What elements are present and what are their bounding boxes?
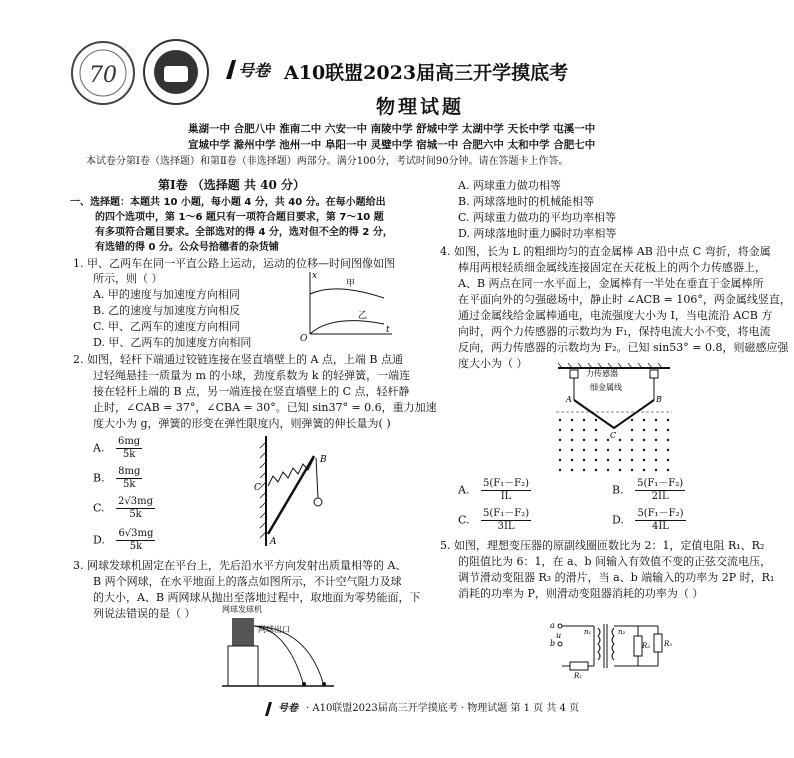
q4-stem-1: 4. 如图，长为 L 的粗细均匀的直金属棒 AB 沿中点 C 弯折，将金属 bbox=[440, 245, 771, 258]
q2-a-den: 5k bbox=[122, 449, 136, 460]
field-dot-icon bbox=[595, 449, 597, 451]
q2-d-den: 5k bbox=[129, 541, 143, 552]
q2-option-a-label: A. bbox=[93, 441, 105, 455]
q5-fig-label-r2: R₂ bbox=[642, 642, 651, 650]
q4-fig-label-c: C bbox=[610, 431, 617, 440]
field-dot-icon bbox=[631, 439, 633, 441]
q3-option-c: C. 两球重力做功的平均功率相等 bbox=[458, 211, 617, 224]
section-intro-1: 一、选择题：本题共 10 小题，每小题 4 分，共 40 分。在每小题给出 bbox=[70, 197, 386, 208]
field-dot-icon bbox=[607, 439, 609, 441]
q2-b-num: 8mg bbox=[118, 466, 141, 477]
section-intro-3: 有多项符合题目要求。全部选对的得 4 分，选对但不全的得 2 分， bbox=[95, 227, 393, 238]
field-dot-icon bbox=[571, 469, 573, 471]
q2-c-den: 5k bbox=[129, 509, 142, 520]
field-dot-icon bbox=[571, 429, 573, 431]
q2-stem-1: 2. 如图，轻杆下端通过铰链连接在竖直墙壁上的 A 点，上端 B 点通 bbox=[73, 353, 404, 366]
field-dot-icon bbox=[571, 459, 573, 461]
q3-option-a: A. 两球重力做功相等 bbox=[458, 179, 561, 192]
school-logo-right bbox=[142, 38, 210, 106]
schools-line-2: 宣城中学 滁州中学 池州一中 阜阳一中 灵璧中学 宿城一中 合肥六中 太和中学 合肥七中 bbox=[188, 139, 596, 151]
footer-text: · A10联盟2023届高三开学摸底考 · 物理试题 第 1 页 共 4 页 bbox=[306, 703, 580, 714]
field-dot-icon bbox=[583, 439, 585, 441]
field-dot-icon bbox=[595, 439, 597, 441]
q1-stem-2: 所示，则（ ） bbox=[93, 272, 163, 285]
q3-option-d: D. 两球落地时重力瞬时功率相等 bbox=[458, 227, 617, 240]
q5-stem-1: 5. 如图，理想变压器的原副线圈匝数比为 2：1，定值电阻 R₁、R₂ bbox=[440, 539, 765, 552]
field-dot-icon bbox=[583, 469, 585, 471]
q2-option-c bbox=[93, 496, 155, 521]
field-dot-icon bbox=[607, 459, 609, 461]
field-dot-icon bbox=[655, 469, 657, 471]
q1-fig-origin: O bbox=[300, 334, 308, 342]
field-dot-icon bbox=[607, 469, 609, 471]
q5-figure bbox=[548, 614, 678, 680]
field-dot-icon bbox=[667, 419, 669, 421]
q4-c-den: 3IL bbox=[497, 521, 515, 532]
school-logo-left bbox=[70, 40, 136, 106]
q5-fig-label-a: a bbox=[550, 621, 555, 630]
q1-fig-y-label: x bbox=[312, 271, 318, 281]
q5-fig-label-b: b bbox=[550, 639, 556, 648]
field-dot-icon bbox=[559, 419, 561, 421]
field-dot-icon bbox=[619, 439, 621, 441]
q3-stem-4: 列说法错误的是（ ） bbox=[93, 607, 196, 620]
field-dot-icon bbox=[655, 459, 657, 461]
field-dot-icon bbox=[607, 449, 609, 451]
field-dot-icon bbox=[595, 459, 597, 461]
q2-option-b bbox=[93, 466, 142, 491]
q5-stem-3: 调节滑动变阻器 R₃ 的滑片，当 a、b 端输入的功率为 2P 时，R₁ bbox=[458, 571, 775, 584]
q4-stem-2: 棒用两根轻质细金属线连接固定在天花板上的两个力传感器上， bbox=[458, 261, 766, 274]
q3-stem-3: 的大小，A、B 两网球从抛出至落地过程中，取地面为零势能面，下 bbox=[93, 591, 421, 604]
q2-b-den: 5k bbox=[123, 479, 136, 490]
q2-option-d-label: D. bbox=[93, 533, 105, 547]
field-dot-icon bbox=[595, 469, 597, 471]
field-dot-icon bbox=[619, 469, 621, 471]
q5-fig-label-r1: R₁ bbox=[574, 672, 583, 680]
q5-fig-label-n2: n₂ bbox=[618, 628, 626, 636]
q1-figure bbox=[296, 268, 396, 342]
field-dot-icon bbox=[643, 459, 645, 461]
q5-stem-2: 的阻值比为 6：1，在 a、b 间输入有效值不变的正弦交流电压， bbox=[458, 555, 772, 568]
field-dot-icon bbox=[655, 439, 657, 441]
q4-option-a bbox=[458, 478, 531, 503]
field-dot-icon bbox=[667, 439, 669, 441]
q2-option-b-label: B. bbox=[93, 471, 105, 485]
field-dot-icon bbox=[643, 429, 645, 431]
q4-stem-3: A、B 两点在同一水平面上，金属棒有一半处在垂直于金属棒所 bbox=[458, 277, 764, 290]
q4-option-b bbox=[612, 478, 685, 503]
q2-stem-4: 止时，∠CAB = 37°，∠CBA = 30°。已知 sin37° = 0.6，重力加速 bbox=[93, 401, 437, 414]
q1-fig-curve-jia: 甲 bbox=[346, 279, 356, 289]
q4-c-num: 5(F₁－F₂) bbox=[483, 508, 530, 519]
q4-b-den: 2IL bbox=[651, 491, 669, 502]
q4-fig-label-a: A bbox=[566, 395, 572, 404]
section-intro-2: 的四个选项中，第 1～6 题只有一项符合题目要求，第 7～10 题 bbox=[95, 212, 384, 223]
field-dot-icon bbox=[559, 459, 561, 461]
field-dot-icon bbox=[631, 449, 633, 451]
field-dot-icon bbox=[667, 469, 669, 471]
field-dot-icon bbox=[595, 419, 597, 421]
field-dot-icon bbox=[631, 429, 633, 431]
q4-figure bbox=[548, 362, 680, 480]
q1-stem-1: 1. 甲、乙两车在同一平直公路上运动，运动的位移—时间图像如图 bbox=[73, 257, 395, 270]
q4-fig-label-b: B bbox=[656, 395, 662, 404]
field-dot-icon bbox=[655, 419, 657, 421]
field-dot-icon bbox=[655, 429, 657, 431]
q3-fig-outlet-label: 网球出口 bbox=[258, 625, 290, 634]
field-dot-icon bbox=[655, 449, 657, 451]
q3-figure bbox=[218, 602, 338, 690]
q2-d-num: 6√3mg bbox=[118, 528, 154, 539]
exam-notice: 本试卷分第Ⅰ卷（选择题）和第Ⅱ卷（非选择题）两部分。满分100分，考试时间90分钟。请在答题卡上作答。 bbox=[86, 156, 569, 167]
field-dot-icon bbox=[559, 469, 561, 471]
q1-fig-x-label: t bbox=[386, 325, 390, 335]
q2-a-num: 6mg bbox=[117, 436, 141, 447]
q3-fig-machine-label: 网球发球机 bbox=[222, 605, 262, 614]
field-dot-icon bbox=[559, 449, 561, 451]
field-dot-icon bbox=[667, 449, 669, 451]
field-dot-icon bbox=[571, 449, 573, 451]
q4-stem-8: 度大小为（ ） bbox=[458, 357, 528, 370]
q1-option-c: C. 甲、乙两车的速度方向相同 bbox=[93, 320, 241, 333]
field-dot-icon bbox=[619, 459, 621, 461]
q3-stem-1: 3. 网球发球机固定在平台上，先后沿水平方向发射出质量相等的 A、 bbox=[73, 559, 407, 572]
q2-fig-label-b: B bbox=[320, 455, 327, 465]
q2-option-c-label: C. bbox=[93, 501, 105, 515]
field-dot-icon bbox=[631, 469, 633, 471]
q4-a-num: 5(F₁－F₂) bbox=[482, 478, 530, 489]
q2-stem-3: 接在轻杆上端的 B 点，另一端连接在竖直墙壁上的 C 点，轻杆静 bbox=[93, 385, 410, 398]
field-dot-icon bbox=[595, 429, 597, 431]
q5-fig-label-n1: n₁ bbox=[584, 628, 592, 636]
q2-option-d bbox=[93, 528, 155, 553]
field-dot-icon bbox=[631, 419, 633, 421]
q5-fig-label-u: u bbox=[556, 631, 562, 640]
q5-fig-label-r3: R₃ bbox=[664, 640, 673, 648]
q4-stem-6: 向时，两个力传感器的示数均为 F₁，保持电流大小不变，将电流 bbox=[458, 325, 771, 338]
q4-option-c bbox=[458, 508, 531, 533]
section-intro-4: 有选错的得 0 分。公众号拾穗者的杂货铺 bbox=[95, 242, 279, 253]
field-dot-icon bbox=[667, 459, 669, 461]
q4-stem-5: 通过金属线给金属棒通电，电流强度大小为 I，当电流沿 ACB 方 bbox=[458, 309, 773, 322]
q2-c-num: 2√3mg bbox=[118, 496, 154, 507]
page-title: A10联盟2023届高三开学摸底考 bbox=[284, 62, 569, 84]
section-heading: 第Ⅰ卷 （选择题 共 40 分） bbox=[158, 178, 306, 192]
field-dot-icon bbox=[643, 419, 645, 421]
q4-option-d-label: D. bbox=[612, 513, 624, 527]
q2-stem-2: 过轻绳悬挂一质量为 m 的小球，劲度系数为 k 的轻弹簧，一端连 bbox=[93, 369, 411, 382]
q4-fig-wire-label: 细金属线 bbox=[590, 383, 622, 392]
q2-option-a bbox=[93, 436, 142, 461]
field-dot-icon bbox=[619, 449, 621, 451]
footer-brand: 号卷 bbox=[278, 703, 298, 714]
q4-option-c-label: C. bbox=[458, 513, 470, 527]
q4-d-num: 5(F₁－F₂) bbox=[637, 508, 684, 519]
field-dot-icon bbox=[667, 429, 669, 431]
q4-a-den: IL bbox=[500, 491, 512, 502]
q2-fig-label-a: A bbox=[270, 537, 277, 547]
q3-stem-2: B 两个网球，在水平地面上的落点如图所示，不计空气阻力及球 bbox=[93, 575, 402, 588]
field-dot-icon bbox=[583, 459, 585, 461]
q4-stem-7: 反向，两力传感器的示数均为 F₂。已知 sin53° = 0.8，则磁感应强 bbox=[458, 341, 789, 354]
education-badge-icon bbox=[142, 38, 210, 106]
q4-b-num: 5(F₁－F₂) bbox=[637, 478, 684, 489]
field-dot-icon bbox=[643, 469, 645, 471]
q4-option-d bbox=[612, 508, 686, 533]
field-dot-icon bbox=[583, 419, 585, 421]
q4-d-den: 4IL bbox=[651, 521, 669, 532]
q4-option-b-label: B. bbox=[612, 483, 624, 497]
schools-line-1: 巢湖一中 合肥八中 淮南二中 六安一中 南陵中学 舒城中学 太湖中学 天长中学 屯溪一中 bbox=[188, 123, 596, 135]
q1-fig-curve-yi: 乙 bbox=[358, 311, 368, 321]
q1-option-d: D. 甲、乙两车的加速度方向相同 bbox=[93, 336, 252, 349]
q2-fig-label-c: C bbox=[254, 483, 261, 493]
seal-emblem-icon bbox=[70, 40, 136, 106]
q2-figure bbox=[240, 432, 340, 550]
field-dot-icon bbox=[643, 439, 645, 441]
q5-stem-4: 消耗的功率为 P，则滑动变阻器消耗的功率为（ ） bbox=[458, 587, 704, 600]
q4-option-a-label: A. bbox=[458, 483, 470, 497]
q3-option-b: B. 两球落地时的机械能相等 bbox=[458, 195, 595, 208]
q4-fig-sensor-label: 力传感器 bbox=[586, 369, 618, 378]
q2-stem-5: 度大小为 g，弹簧的形变在弹性限度内，则弹簧的伸长量为( ) bbox=[93, 417, 391, 430]
field-dot-icon bbox=[571, 439, 573, 441]
svg-text:70: 70 bbox=[89, 63, 117, 88]
field-dot-icon bbox=[583, 449, 585, 451]
field-dot-icon bbox=[571, 419, 573, 421]
field-dot-icon bbox=[559, 429, 561, 431]
q1-option-a: A. 甲的速度与加速度方向相同 bbox=[93, 288, 240, 301]
field-dot-icon bbox=[643, 449, 645, 451]
field-dot-icon bbox=[631, 459, 633, 461]
q4-stem-4: 在平面向外的匀强磁场中，静止时 ∠ACB = 106°，两金属线竖直， bbox=[458, 293, 791, 306]
field-dot-icon bbox=[559, 439, 561, 441]
q1-option-b: B. 乙的速度与加速度方向相反 bbox=[93, 304, 241, 317]
page-subtitle: 物理试题 bbox=[376, 96, 465, 118]
field-dot-icon bbox=[583, 429, 585, 431]
header-brand-text: 号卷 bbox=[238, 61, 271, 80]
